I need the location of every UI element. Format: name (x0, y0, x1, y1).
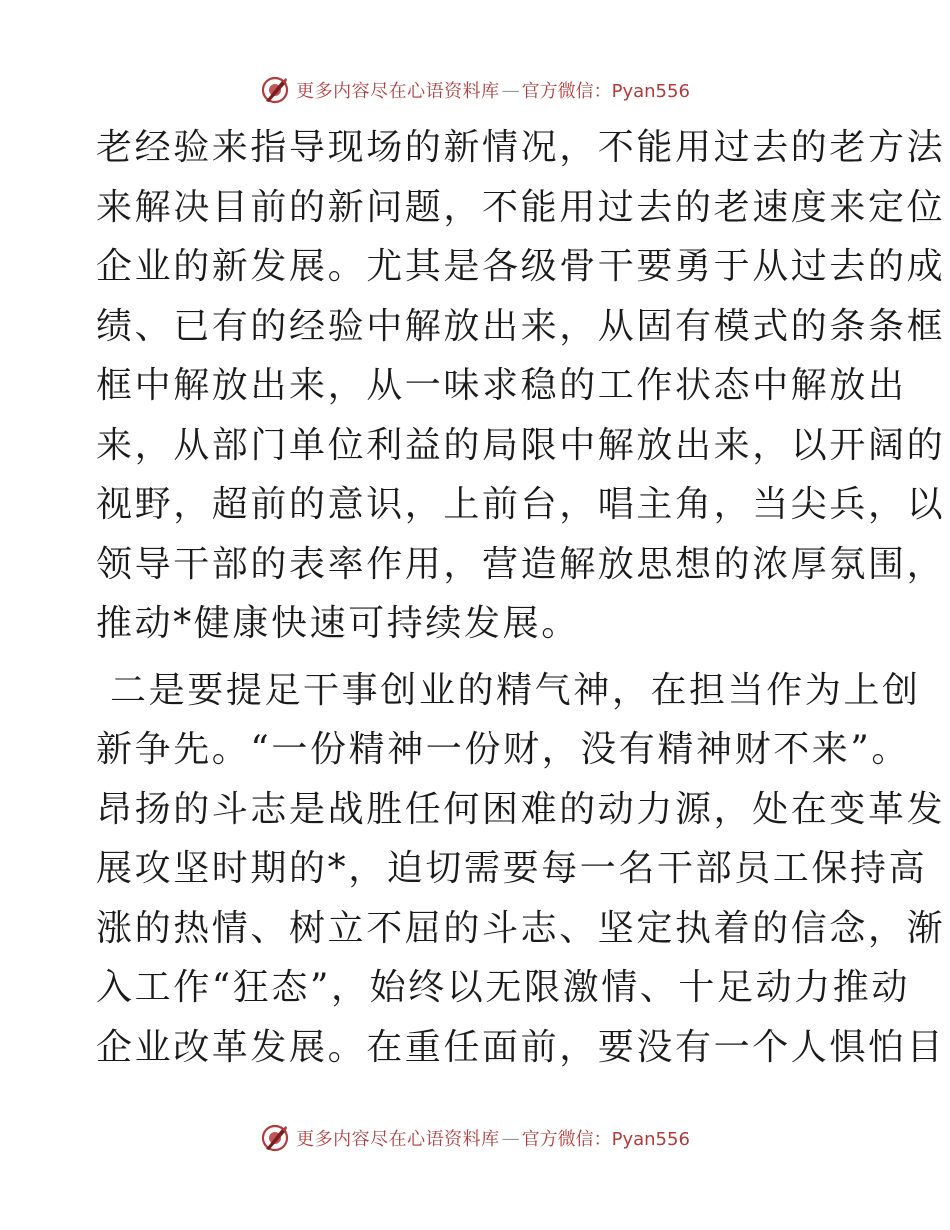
text-line: 二是要提足干事创业的精气神，在担当作为上创 (96, 669, 921, 711)
watermark-site-text: 更多内容尽在心语资料库 (296, 1129, 500, 1150)
text-line: 老经验来指导现场的新情况，不能用过去的老方法 (96, 127, 946, 168)
text-line: 来，从部门单位利益的局限中解放出来，以开阔的 (96, 424, 946, 466)
text-line: 视野，超前的意识，上前台，唱主角，当尖兵，以 (96, 484, 946, 525)
document-body (96, 118, 946, 1077)
text-line: 企业改革发展。在重任面前，要没有一个人惧怕目 (96, 1026, 946, 1068)
watermark-contact-text: 官方微信：Pyan556 (521, 81, 690, 102)
text-line: 推动*健康快速可持续发展。 (96, 603, 580, 644)
text-line: 昂扬的斗志是战胜任何困难的动力源，处在变革发 (96, 788, 946, 830)
text-line: 新争先。“一份精神一份财，没有精神财不来”。 (96, 729, 911, 770)
text-line: 展攻坚时期的*，迫切需要每一名干部员工保持高 (96, 848, 928, 889)
text-line: 涨的热情、树立不屈的斗志、坚定执着的信念，渐 (96, 907, 946, 949)
text-line: 绩、已有的经验中解放出来，从固有模式的条条框 (96, 305, 946, 347)
text-line: 入工作“狂态”，始终以无限激情、十足动力推动 (96, 967, 911, 1008)
paragraph (96, 118, 946, 654)
footer-watermark (0, 1118, 950, 1158)
watermark-separator: — (501, 1127, 520, 1149)
header-watermark (0, 70, 950, 110)
quill-seal-icon (260, 1123, 290, 1153)
text-line: 领导干部的表率作用，营造解放思想的浓厚氛围， (96, 543, 946, 585)
watermark-contact-text: 官方微信：Pyan556 (521, 1129, 690, 1150)
watermark-separator: — (501, 79, 520, 101)
quill-seal-icon (260, 75, 290, 105)
paragraph (96, 661, 946, 1078)
watermark-site-text: 更多内容尽在心语资料库 (296, 81, 500, 102)
text-line: 企业的新发展。尤其是各级骨干要勇于从过去的成 (96, 246, 946, 287)
text-line: 框中解放出来，从一味求稳的工作状态中解放出 (96, 365, 907, 406)
text-line: 来解决目前的新问题，不能用过去的老速度来定位 (96, 186, 946, 228)
